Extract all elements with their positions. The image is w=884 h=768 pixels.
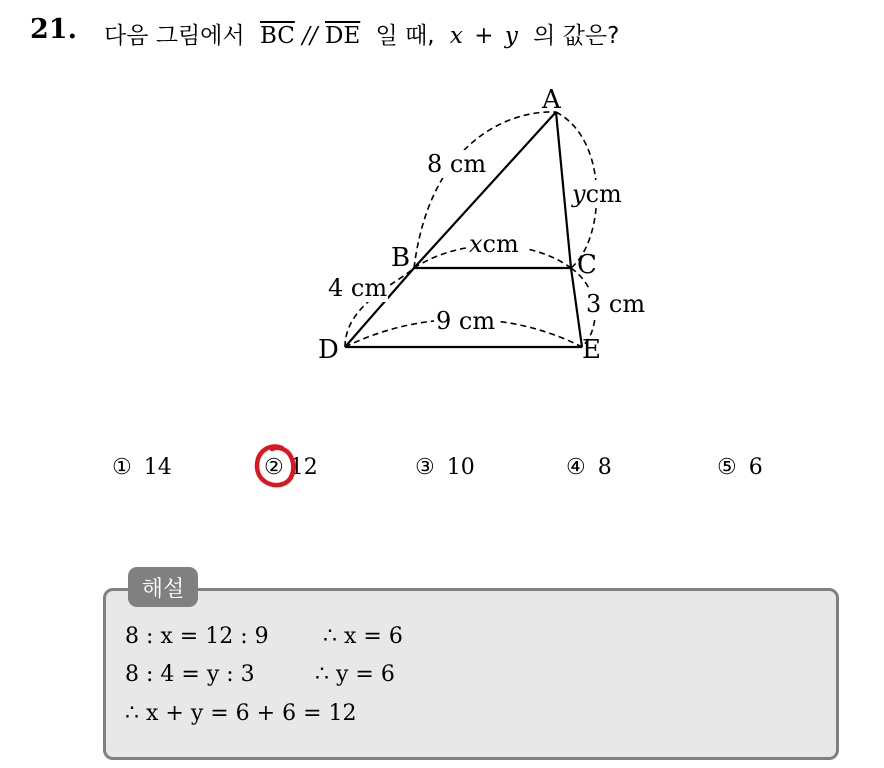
choice-3[interactable] <box>415 455 475 480</box>
question-text-suffix: 의 값은? <box>533 23 620 49</box>
choice-1[interactable] <box>112 455 172 480</box>
length-label-de: 9 cm <box>436 307 496 335</box>
length-label-ce: 3 cm <box>586 290 646 318</box>
solution-title: 해설 <box>128 567 198 607</box>
question-text-mid: 일 때, <box>375 23 435 49</box>
length-label-ac-unit: cm <box>585 180 622 208</box>
choice-2[interactable] <box>264 455 318 480</box>
choice-5[interactable] <box>717 455 763 480</box>
choice-1-marker: ① <box>112 455 132 480</box>
expr-plus: + <box>474 23 494 49</box>
point-label-b: B <box>391 243 411 273</box>
length-label-bc-var: x <box>469 230 483 258</box>
length-label-ac <box>571 180 622 208</box>
point-label-d: D <box>318 335 339 365</box>
parallel-symbol: // <box>302 23 318 49</box>
answer-choices <box>0 455 884 485</box>
point-label-e: E <box>582 335 601 365</box>
length-label-ab: 8 cm <box>427 150 487 178</box>
choice-5-value: 6 <box>748 455 763 480</box>
expr-y: y <box>504 23 518 49</box>
choice-2-value: 12 <box>289 455 318 480</box>
solution-line-2-proportion: 8 : 4 = y : 3 <box>125 662 255 687</box>
segment-bc: $\overline{BC}$ <box>259 23 295 49</box>
solution-line-1 <box>125 624 403 649</box>
point-label-c: C <box>577 250 597 280</box>
solution-line-3: ∴ x + y = 6 + 6 = 12 <box>125 701 357 726</box>
segment-de: $\overline{DE}$ <box>325 23 361 49</box>
choice-2-marker: ② <box>264 455 284 480</box>
choice-3-value: 10 <box>446 455 475 480</box>
question-number: 21. <box>30 14 77 45</box>
choice-1-value: 14 <box>143 455 172 480</box>
length-label-bc <box>469 230 519 258</box>
solution-line-1-result: ∴ x = 6 <box>323 624 403 649</box>
choice-3-marker: ③ <box>415 455 435 480</box>
segment-ac-line <box>556 112 571 268</box>
question-text-prefix: 다음 그림에서 <box>104 23 245 49</box>
solution-line-1-proportion: 8 : x = 12 : 9 <box>125 624 269 649</box>
solution-line-2-result: ∴ y = 6 <box>315 662 395 687</box>
choice-4-marker: ④ <box>566 455 586 480</box>
point-label-a: A <box>542 85 561 115</box>
length-label-ac-var: y <box>572 180 586 208</box>
expr-x: x <box>449 23 463 49</box>
choice-5-marker: ⑤ <box>717 455 737 480</box>
choice-4[interactable] <box>566 455 612 480</box>
length-label-bd: 4 cm <box>328 274 388 302</box>
choice-4-value: 8 <box>597 455 612 480</box>
solution-line-2 <box>125 662 395 687</box>
length-label-bc-unit: cm <box>482 230 519 258</box>
